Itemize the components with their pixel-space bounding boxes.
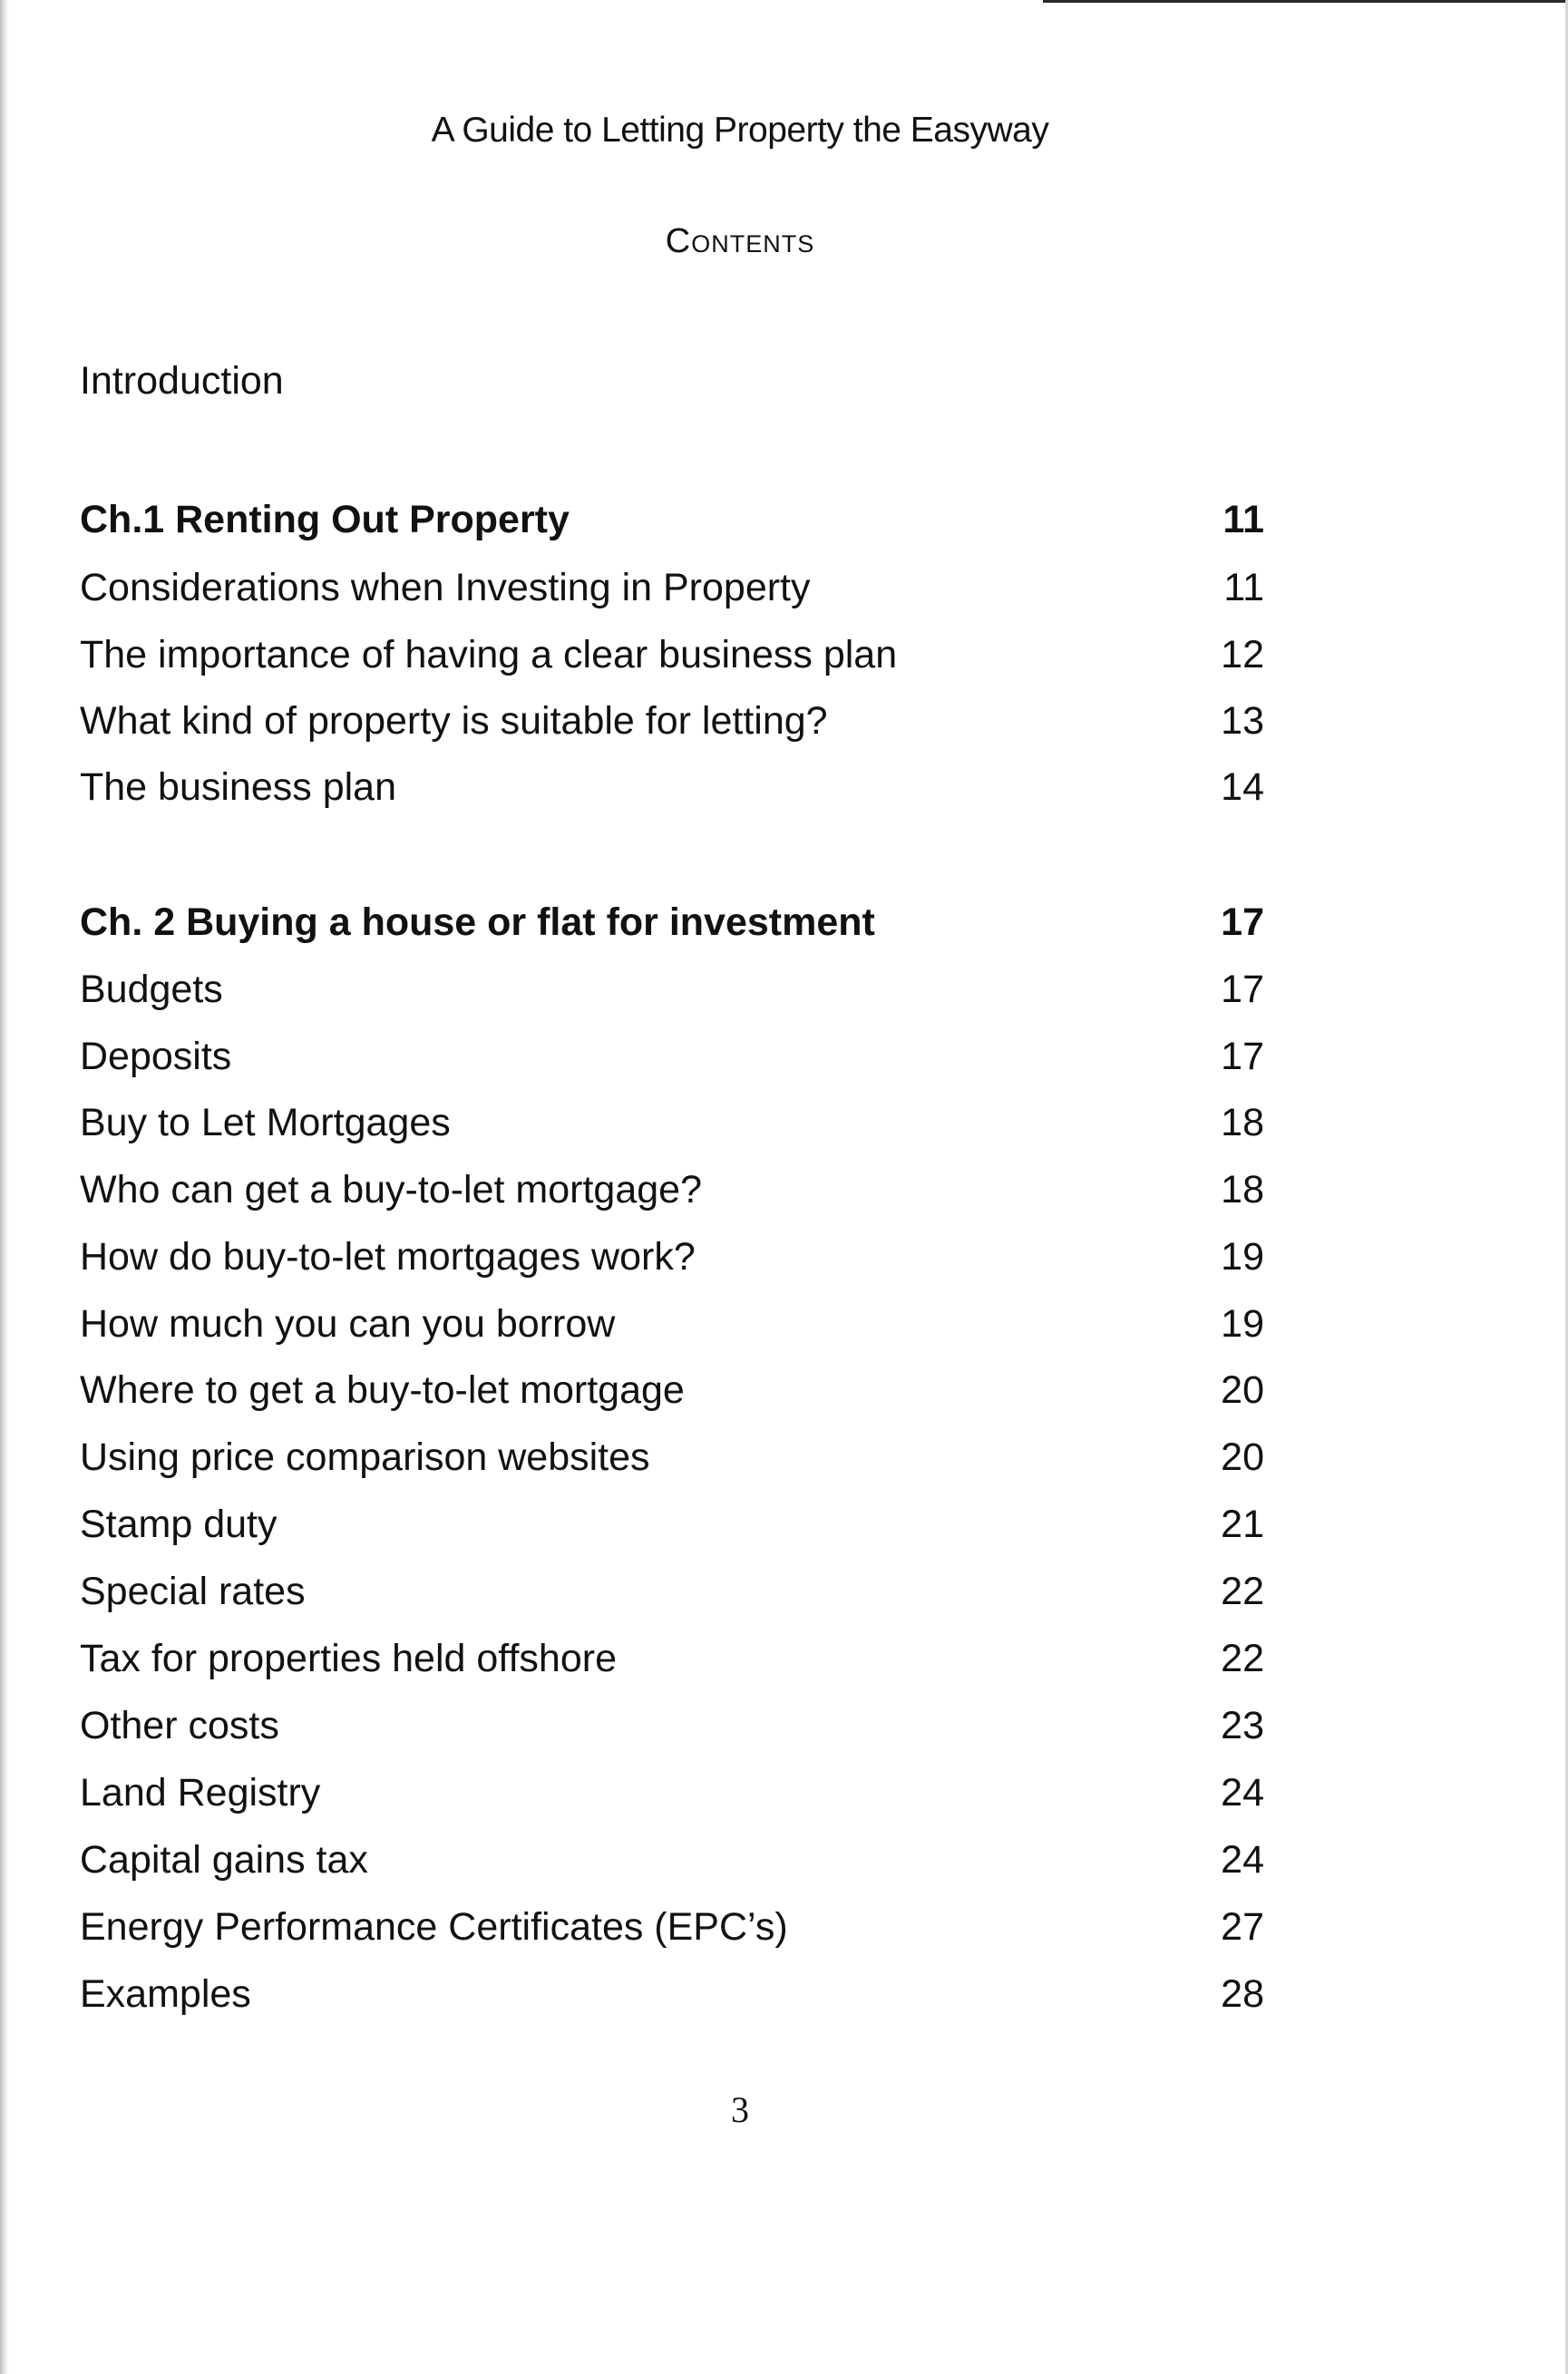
- contents-title: Contents: [665, 222, 815, 260]
- toc-entry: [80, 1029, 1264, 1084]
- toc-entry: [80, 694, 1264, 748]
- toc-entry-page: 24: [1221, 1771, 1264, 1815]
- toc-entry-page: 13: [1221, 699, 1264, 743]
- toc-entry-page: 11: [1223, 566, 1264, 609]
- toc-entry-title: Where to get a buy-to-let mortgage: [80, 1368, 685, 1412]
- scan-edge-top: [1043, 0, 1568, 3]
- toc-entry-title: Considerations when Investing in Property: [80, 566, 811, 609]
- toc-entry: [80, 760, 1264, 814]
- toc-entry: [80, 1631, 1264, 1686]
- toc-chapter-heading: [80, 895, 1264, 949]
- toc-entry: [80, 1698, 1264, 1753]
- toc-entry-page: 18: [1221, 1101, 1264, 1144]
- toc-entry: [80, 1564, 1264, 1619]
- toc-entry-page: 17: [1221, 1035, 1264, 1078]
- toc-entry-page: 27: [1221, 1905, 1264, 1949]
- toc-entry-page: 19: [1221, 1235, 1264, 1279]
- toc-entry-title: Budgets: [80, 968, 223, 1011]
- toc-entry: [80, 1900, 1264, 1954]
- toc-entry: [80, 1430, 1264, 1484]
- toc-entry: [80, 1766, 1264, 1820]
- toc-entry-title: Buy to Let Mortgages: [80, 1101, 451, 1144]
- toc-entry-title: The importance of having a clear business plan: [80, 633, 898, 676]
- toc-entry: [80, 1363, 1264, 1417]
- toc-entry-page: 12: [1221, 633, 1264, 676]
- toc-entry-title: How do buy-to-let mortgages work?: [80, 1235, 696, 1279]
- toc-entry: [80, 1230, 1264, 1284]
- toc-entry-page: 18: [1221, 1168, 1264, 1211]
- scan-edge-left: [0, 0, 9, 2374]
- toc-entry-page: 22: [1221, 1570, 1264, 1613]
- toc-entry-page: 23: [1221, 1704, 1264, 1747]
- toc-entry-title: The business plan: [80, 765, 396, 809]
- toc-entry-page: 14: [1221, 765, 1264, 809]
- toc-entry-page: 20: [1221, 1435, 1264, 1479]
- toc-entry: [80, 1497, 1264, 1552]
- toc-entry-title: Capital gains tax: [80, 1838, 368, 1882]
- toc-entry-page: 24: [1221, 1838, 1264, 1882]
- toc-entry-page: 20: [1221, 1368, 1264, 1412]
- toc-introduction: [80, 354, 1264, 408]
- toc-entry-title: Special rates: [80, 1570, 306, 1613]
- toc-entry-page: 17: [1221, 968, 1264, 1011]
- toc-entry-page: 21: [1221, 1503, 1264, 1546]
- toc-chapter-title: Ch. 2 Buying a house or flat for investment: [80, 900, 875, 944]
- page-number: 3: [731, 2089, 749, 2130]
- toc-chapter-page: 11: [1222, 498, 1264, 541]
- toc-chapter-heading: [80, 492, 1264, 547]
- toc-entry-title: What kind of property is suitable for letting?: [80, 699, 828, 743]
- toc-entry-title: Land Registry: [80, 1771, 321, 1815]
- toc-entry: [80, 560, 1264, 615]
- toc-entry-title: Who can get a buy-to-let mortgage?: [80, 1168, 702, 1211]
- toc-entry-page: 28: [1221, 1972, 1264, 2016]
- toc-entry-title: Using price comparison websites: [80, 1435, 650, 1479]
- toc-chapter-title: Ch.1 Renting Out Property: [80, 498, 570, 541]
- toc-entry: [80, 1163, 1264, 1217]
- toc-entry-title: How much you can you borrow: [80, 1302, 616, 1346]
- toc-entry: [80, 1297, 1264, 1351]
- toc-entry-title: Introduction: [80, 359, 284, 403]
- toc-entry-title: Stamp duty: [80, 1503, 278, 1546]
- toc-entry-title: Energy Performance Certificates (EPC’s): [80, 1905, 788, 1949]
- running-header: A Guide to Letting Property the Easyway: [431, 111, 1049, 150]
- toc-entry-title: Tax for properties held offshore: [80, 1637, 617, 1680]
- toc-entry: [80, 628, 1264, 682]
- toc-entry: [80, 1095, 1264, 1150]
- toc-chapter-page: 17: [1221, 900, 1264, 944]
- toc-entry: [80, 1833, 1264, 1887]
- toc-entry-title: Examples: [80, 1972, 251, 2016]
- toc-entry: [80, 1967, 1264, 2021]
- toc-entry-page: 19: [1221, 1302, 1264, 1346]
- toc-entry-page: 22: [1221, 1637, 1264, 1680]
- toc-entry: [80, 962, 1264, 1017]
- toc-entry-title: Deposits: [80, 1035, 232, 1078]
- toc-entry-title: Other costs: [80, 1704, 279, 1747]
